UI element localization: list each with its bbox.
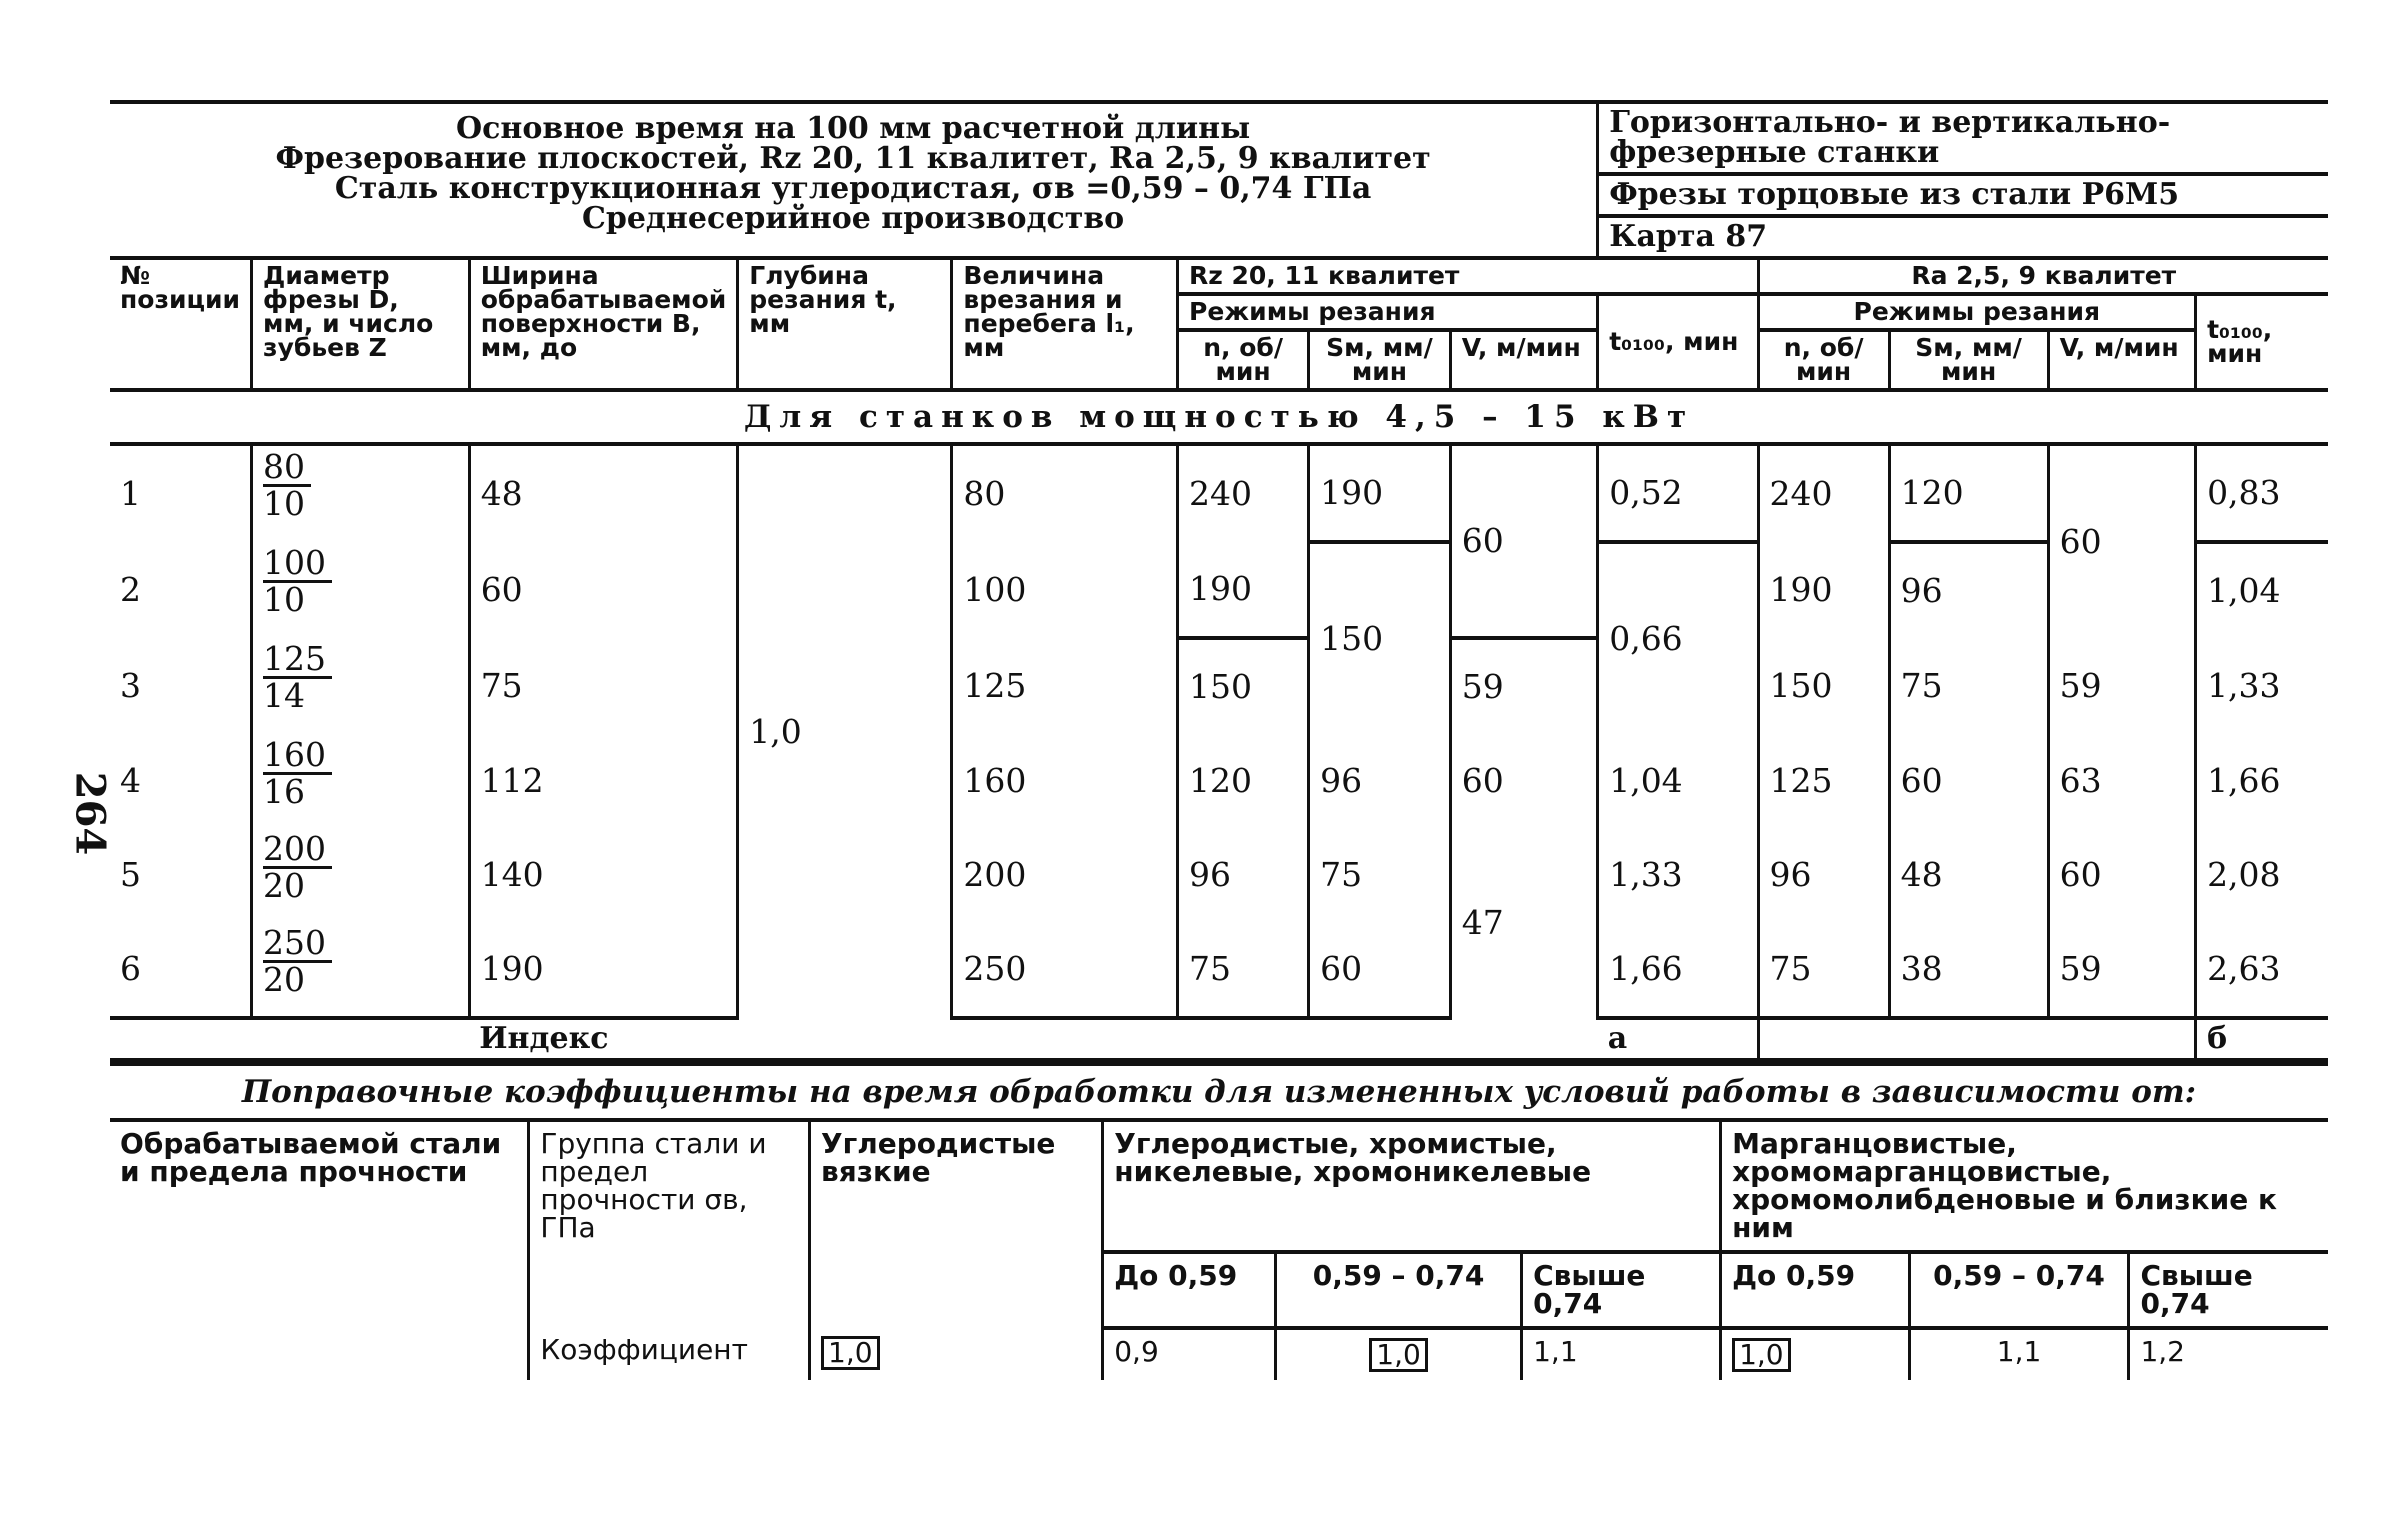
index-row [110,1018,2328,1060]
teeth-value: 20 [263,866,306,905]
cell-t1: 0,52 [1598,444,1758,542]
corr-range: Свыше 0,74 [2129,1252,2328,1328]
cell-n1: 120 [1178,734,1309,828]
diameter-value: 100 [263,546,332,583]
cell-n2: 125 [1758,734,1889,828]
cell-n2: 240 [1758,444,1889,542]
cell-diameter [252,922,470,1018]
teeth-value: 14 [263,676,306,715]
group-ra: Ra 2,5, 9 квалитет [1758,258,2328,294]
group-rz: Rz 20, 11 квалитет [1178,258,1759,294]
cell-v1: 60 [1450,444,1597,638]
cell-t2: 2,63 [2196,922,2328,1018]
col-overrun: Величина врезания и перебега l₁, мм [952,258,1178,390]
cell-n1: 240 [1178,444,1309,542]
cell-v1: 60 [1450,734,1597,828]
cell-width: 60 [469,542,738,638]
index-b: б [2196,1018,2328,1060]
cell-s2: 38 [1889,922,2048,1018]
cell-overrun: 250 [952,922,1178,1018]
col-width: Ширина обрабатываемой поверхности B, мм, до [469,258,738,390]
cell-s2: 60 [1889,734,2048,828]
diameter-value: 250 [263,926,332,963]
cell-s1: 75 [1309,828,1451,922]
title-line: Сталь конструкционная углеродистая, σв =0,59 – 0,74 ГПа [334,171,1372,206]
cell-v2: 60 [2048,444,2195,638]
cell-width: 112 [469,734,738,828]
corr-value: 1,2 [2140,1335,2185,1368]
col-v-rz: V, м/мин [1450,330,1597,390]
cell-t1: 1,04 [1598,734,1758,828]
cell-diameter [252,542,470,638]
diameter-value: 80 [263,450,311,487]
cell-t1: 0,66 [1598,542,1758,734]
index-label: Индекс [469,1018,1598,1060]
machine-type: Горизонтально- и вертикально-фрезерные станки [1598,102,2328,174]
cell-n2: 75 [1758,922,1889,1018]
col-t0-ra: t₀₁₀₀, мин [2196,294,2328,390]
title-line: Основное время на 100 мм расчетной длины [456,111,1251,146]
corr-left-label: Обрабатываемой стали и предела прочности [120,1127,502,1188]
cell-s2: 75 [1889,638,2048,734]
index-a: а [1598,1018,1758,1060]
page-number: 264 [66,771,114,856]
table-row [110,922,2328,1018]
corr-value: 1,1 [1909,1328,2129,1380]
table-row [110,542,2328,638]
cell-n2: 96 [1758,828,1889,922]
cell-t2: 1,04 [2207,571,2281,610]
cell-diameter [252,828,470,922]
cell-width: 48 [469,444,738,542]
corr-carbon-viscous: Углеродистые вязкие [810,1122,1103,1328]
cell-width: 190 [469,922,738,1018]
corr-group-label: Группа стали и предел прочности σв, ГПа [529,1122,810,1328]
cell-n2: 190 [1758,542,1889,638]
cell-n2: 150 [1758,638,1889,734]
teeth-value: 16 [263,772,306,811]
cell-t2: 1,66 [2207,761,2281,800]
table-row [110,734,2328,828]
cell-diameter [252,638,470,734]
corr-range: Свыше 0,74 [1522,1252,1721,1328]
title-line: Фрезерование плоскостей, Rz 20, 11 квалитет, Ra 2,5, 9 квалитет [275,141,1431,176]
cell-v2: 63 [2048,734,2195,828]
cell-t1: 1,33 [1598,828,1758,922]
cell-n1: 150 [1178,638,1309,734]
corr-coef-label: Коэффициент [529,1328,810,1380]
table-row [110,828,2328,922]
cell-width: 140 [469,828,738,922]
cell-t2: 1,33 [2207,666,2281,705]
col-n-rz: n, об/мин [1178,330,1309,390]
cell-n1: 75 [1178,922,1309,1018]
corr-range: 0,59 – 0,74 [1909,1252,2129,1328]
cell-v2: 59 [2048,922,2195,1018]
table-title [110,102,1598,258]
teeth-value: 10 [263,580,306,619]
cell-v2: 59 [2048,638,2195,734]
teeth-value: 10 [263,484,306,523]
cell-overrun: 100 [952,542,1178,638]
tool-type: Фрезы торцовые из стали Р6М5 [1598,174,2328,216]
main-table [110,100,2328,1062]
corr-value: 0,9 [1103,1328,1276,1380]
cell-depth: 1,0 [738,444,952,1018]
col-sm-ra: Sм, мм/мин [1889,330,2048,390]
cell-width: 75 [469,638,738,734]
col-sm-rz: Sм, мм/мин [1309,330,1451,390]
col-t0-rz: t₀₁₀₀, мин [1598,294,1758,390]
corr-value: 1,0 [1369,1338,1428,1372]
col-diameter: Диаметр фрезы D, мм, и число зубьев Z [252,258,470,390]
cell-pos: 5 [110,828,252,922]
document-page [110,100,2328,1380]
title-line: Среднесерийное производство [581,201,1125,236]
correction-table [110,1122,2328,1380]
modes-ra: Режимы резания [1758,294,2196,330]
cell-s1: 150 [1309,542,1451,734]
cell-diameter [252,734,470,828]
teeth-value: 20 [263,960,306,999]
card-number: Карта 87 [1609,219,1768,254]
section-title: Для станков мощностью 4,5 – 15 кВт [110,390,2328,444]
cell-s1: 60 [1309,922,1451,1018]
cell-n1: 96 [1178,828,1309,922]
cell-overrun: 80 [952,444,1178,542]
table-row [110,638,2328,734]
corr-range: 0,59 – 0,74 [1276,1252,1522,1328]
cell-overrun: 125 [952,638,1178,734]
corr-value: 1,0 [1732,1338,1791,1372]
cell-pos: 1 [110,444,252,542]
cell-t2: 2,08 [2207,855,2281,894]
cell-t1: 1,66 [1598,922,1758,1018]
corr-manganese: Марганцовистые, хромомарганцовистые, хромомолибденовые и близкие к ним [1721,1122,2328,1252]
cell-n1: 190 [1178,542,1309,638]
corr-value: 1,0 [821,1336,880,1370]
cell-s2: 96 [1889,542,2048,638]
diameter-value: 160 [263,738,332,775]
corr-carbon-chrome: Углеродистые, хромистые, никелевые, хромоникелевые [1103,1122,1721,1252]
diameter-value: 125 [263,642,332,679]
diameter-value: 200 [263,832,332,869]
cell-t2: 0,83 [2196,444,2328,542]
cell-pos: 4 [110,734,252,828]
cell-pos: 6 [110,922,252,1018]
cell-pos: 3 [110,638,252,734]
correction-caption: Поправочные коэффициенты на время обработки для измененных условий работы в зависимости от: [110,1062,2328,1122]
cell-diameter [252,444,470,542]
cell-v2: 60 [2048,828,2195,922]
cell-s2: 120 [1889,444,2048,542]
cell-overrun: 160 [952,734,1178,828]
col-v-ra: V, м/мин [2048,330,2195,390]
corr-range: До 0,59 [1103,1252,1276,1328]
cell-pos: 2 [110,542,252,638]
col-n-ra: n, об/мин [1758,330,1889,390]
col-pos: № позиции [110,258,252,390]
corr-range: До 0,59 [1721,1252,1909,1328]
cell-v1: 47 [1450,828,1597,1018]
modes-rz: Режимы резания [1178,294,1598,330]
cell-overrun: 200 [952,828,1178,922]
table-row [110,444,2328,542]
corr-value: 1,1 [1522,1328,1721,1380]
cell-s2: 48 [1889,828,2048,922]
cell-v1: 59 [1450,638,1597,734]
cell-s1: 96 [1309,734,1451,828]
cell-s1: 190 [1309,444,1451,542]
col-depth: Глубина резания t, мм [738,258,952,390]
